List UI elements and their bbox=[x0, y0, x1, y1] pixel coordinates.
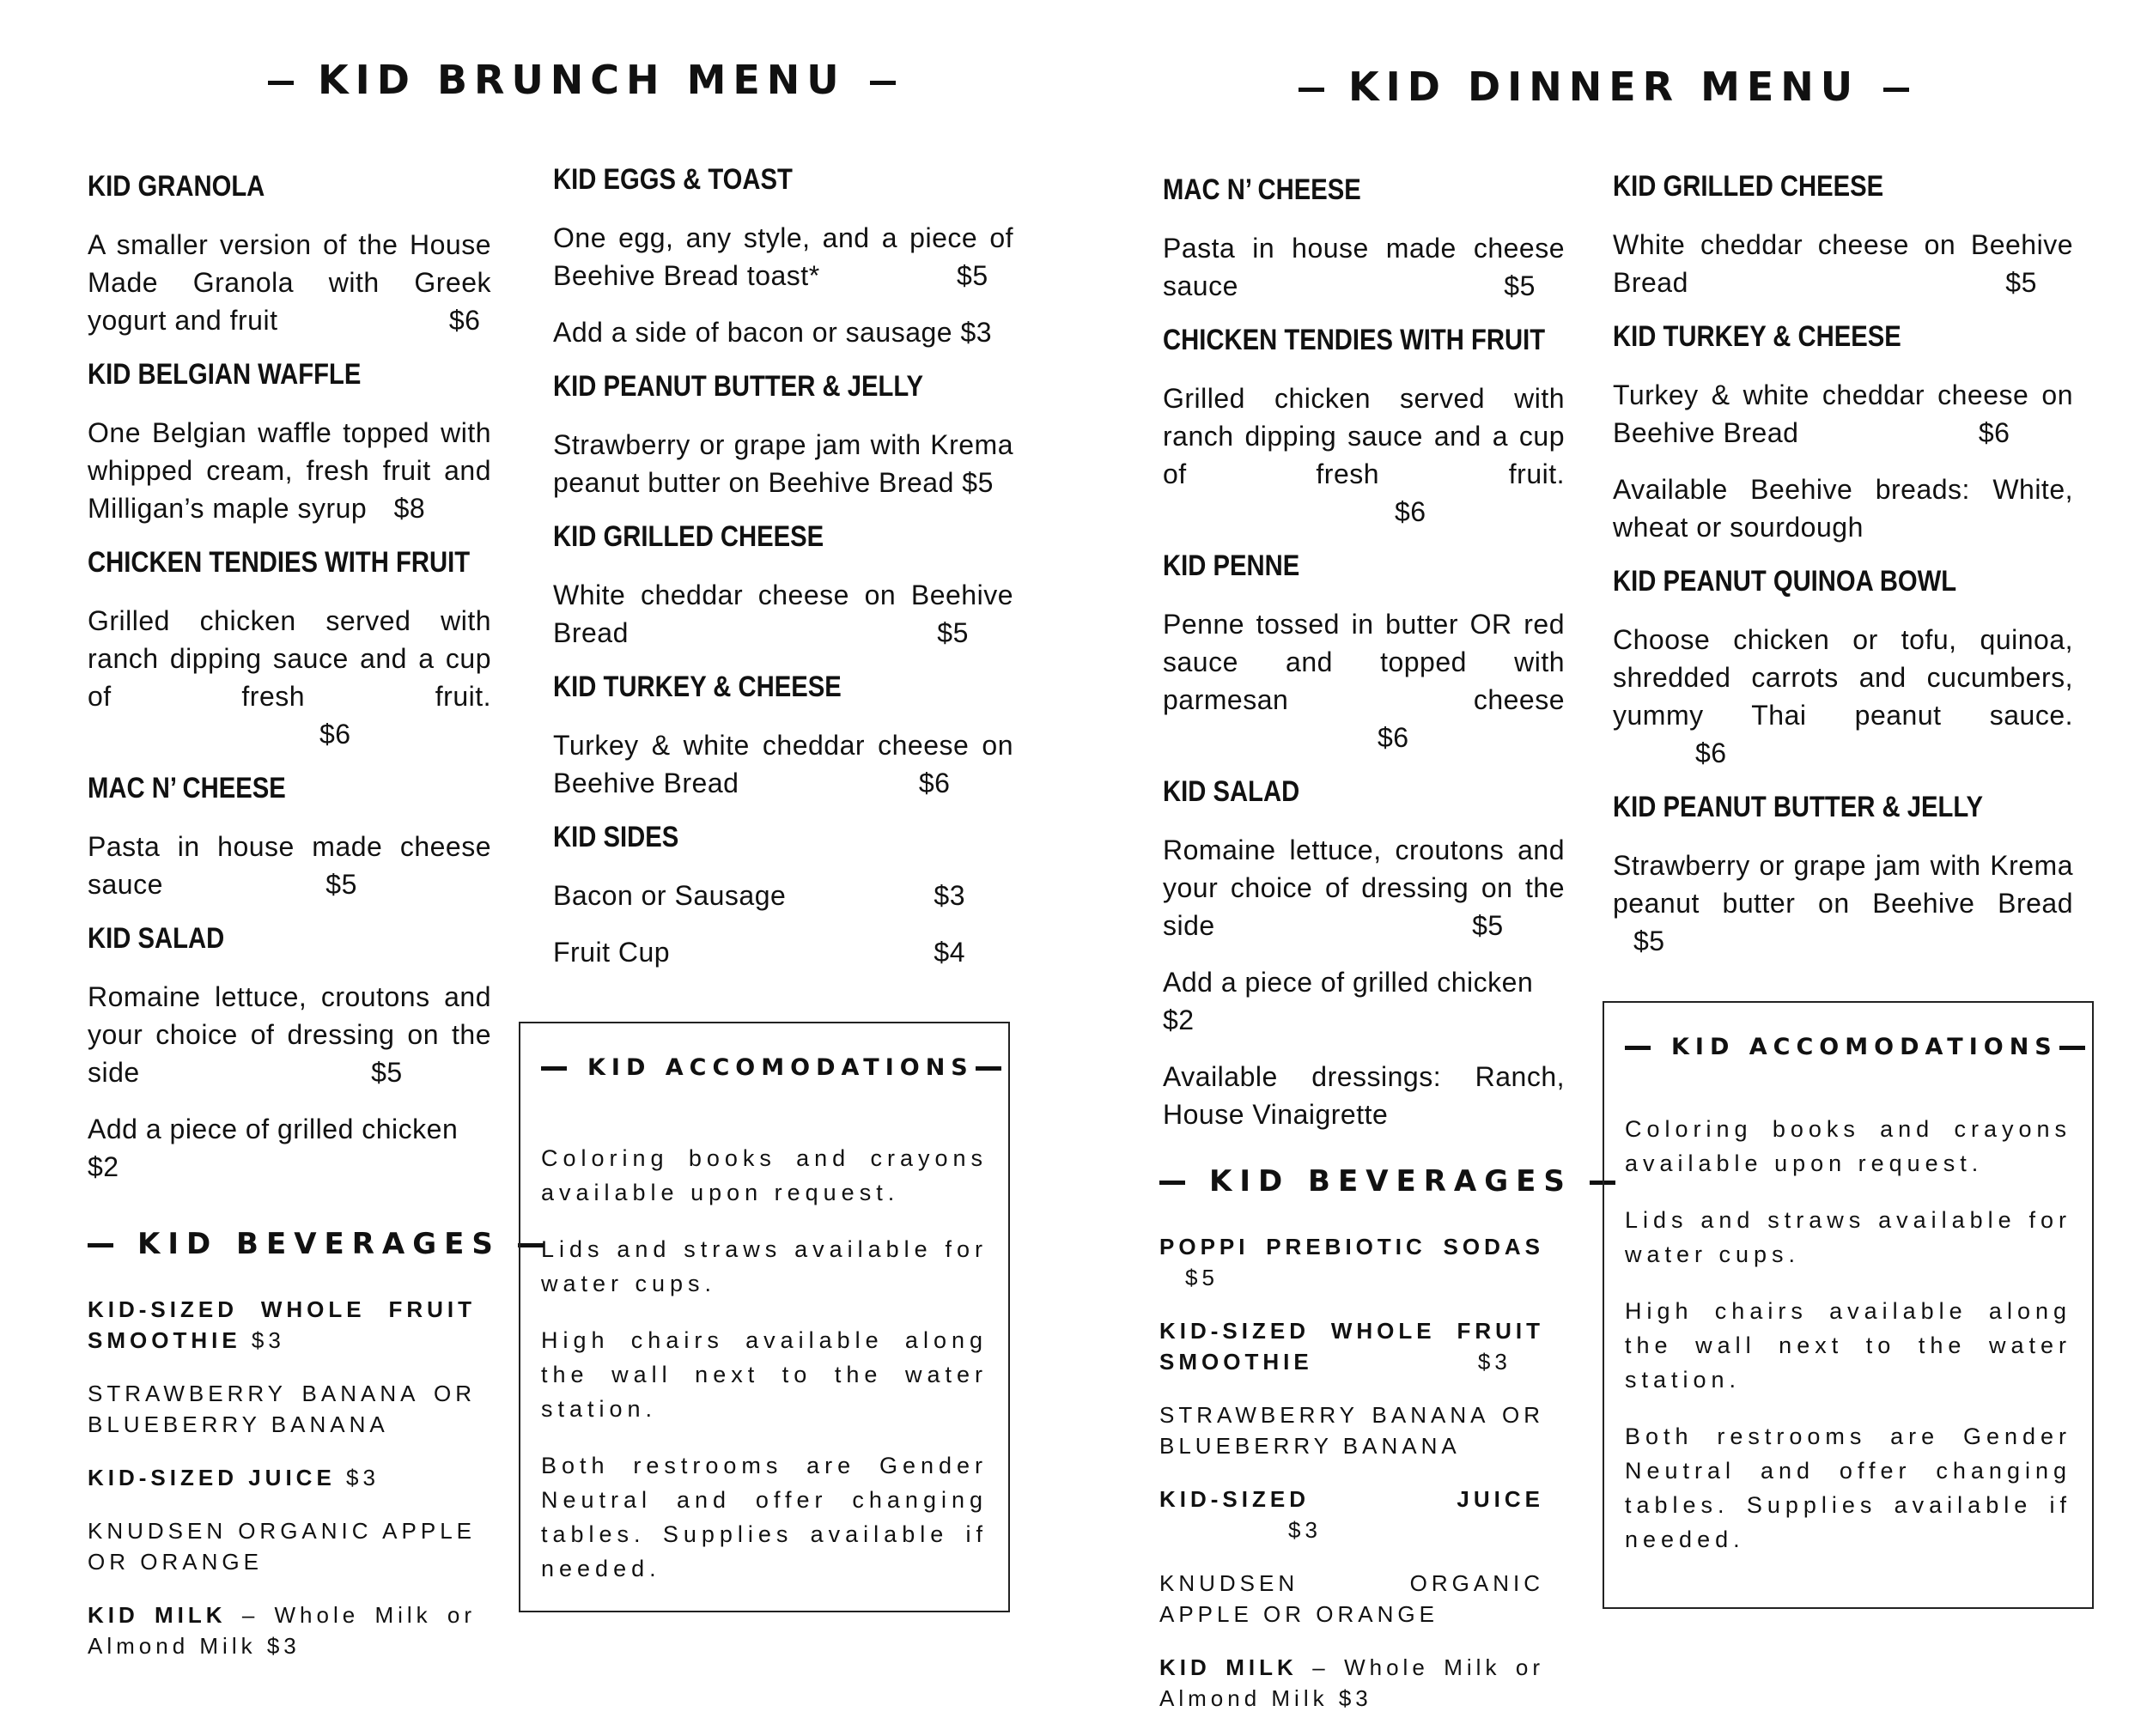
item-description: White cheddar cheese on Beehive Bread $5 bbox=[553, 576, 1013, 652]
beverage-item: KID MILK – Whole Milk or Almond Milk $3 bbox=[1159, 1654, 1544, 1711]
side-item: Bacon or Sausage $3 bbox=[553, 877, 965, 914]
item-name: KID GRANOLA bbox=[88, 170, 265, 203]
item-description: Grilled chicken served with ranch dipping sauce and a cup of fresh fruit. $6 bbox=[88, 602, 491, 753]
item-price: $5 bbox=[1472, 910, 1504, 941]
title-dash bbox=[541, 1066, 567, 1071]
menu-item bbox=[553, 370, 1013, 501]
item-name: KID PENNE bbox=[1163, 549, 1300, 582]
title-dash bbox=[268, 81, 294, 85]
accommodations-title: KID ACCOMODATIONS bbox=[1625, 1034, 2071, 1060]
beverage-item: KID-SIZED WHOLE FRUIT SMOOTHIE $3 bbox=[1159, 1318, 1544, 1375]
item-description: One egg, any style, and a piece of Beehive Bread toast* $5 bbox=[553, 219, 1013, 294]
item-price: $6 bbox=[319, 719, 351, 750]
item-description: Penne tossed in butter OR red sauce and topped with parmesan cheese $6 bbox=[1163, 605, 1565, 756]
dinner-column-1 bbox=[1159, 173, 1572, 1736]
beverage-item: KID-SIZED WHOLE FRUIT SMOOTHIE $3 bbox=[88, 1296, 476, 1353]
beverage-item: KNUDSEN ORGANIC APPLE OR ORANGE bbox=[88, 1518, 476, 1575]
item-description: Romaine lettuce, croutons and your choice of dressing on the side $5 bbox=[1163, 831, 1565, 944]
title-dash bbox=[976, 1066, 1001, 1071]
item-name: KID BELGIAN WAFFLE bbox=[88, 358, 362, 391]
item-description: Pasta in house made cheese sauce $5 bbox=[88, 828, 491, 903]
item-description: Turkey & white cheddar cheese on Beehive Bread $6 bbox=[1613, 376, 2073, 452]
item-name: KID SIDES bbox=[553, 821, 679, 853]
item-price: $5 bbox=[937, 617, 969, 648]
dinner-beverages bbox=[1159, 1164, 1572, 1714]
menu-item bbox=[1163, 549, 1565, 756]
accommodation-line: Both restrooms are Gender Neutral and offer changing tables. Supplies available if needed. bbox=[1625, 1423, 2071, 1552]
title-dash bbox=[88, 1243, 113, 1247]
title-dash bbox=[1625, 1046, 1651, 1050]
item-price: $5 bbox=[1633, 926, 1665, 956]
title-dash bbox=[2059, 1046, 2085, 1050]
menu-item bbox=[1163, 775, 1565, 1133]
item-price: $4 bbox=[934, 937, 965, 968]
item-name: KID SALAD bbox=[88, 922, 225, 955]
accommodations-title: KID ACCOMODATIONS bbox=[541, 1054, 988, 1081]
accommodation-line: Coloring books and crayons available upon request. bbox=[541, 1145, 988, 1205]
menu-item bbox=[1613, 565, 2073, 772]
item-price: $5 bbox=[1504, 270, 1536, 301]
item-description: Choose chicken or tofu, quinoa, shredded carrots and cucumbers, yummy Thai peanut sauce. $6 bbox=[1613, 621, 2073, 772]
beverage-item: KNUDSEN ORGANIC APPLE OR ORANGE bbox=[1159, 1570, 1544, 1627]
accommodation-line: Coloring books and crayons available upon request. bbox=[1625, 1116, 2071, 1176]
item-name: KID SALAD bbox=[1163, 775, 1300, 808]
item-price: $6 bbox=[1395, 496, 1426, 527]
item-price: $6 bbox=[1378, 722, 1409, 753]
item-price: $5 bbox=[957, 260, 988, 291]
menu-item bbox=[1163, 324, 1565, 531]
item-description: Strawberry or grape jam with Krema peanut butter on Beehive Bread $5 bbox=[553, 426, 1013, 501]
accommodation-line: High chairs available along the wall next to the water station. bbox=[1625, 1298, 2071, 1393]
title-dash bbox=[1159, 1181, 1185, 1185]
item-price: $6 bbox=[1695, 737, 1727, 768]
item-price: $5 bbox=[325, 869, 357, 900]
menu-item bbox=[88, 922, 491, 1186]
item-extra: Add a side of bacon or sausage $3 bbox=[553, 317, 993, 348]
item-description: Romaine lettuce, croutons and your choice of dressing on the side $5 bbox=[88, 978, 491, 1091]
accommodation-line: High chairs available along the wall next to the water station. bbox=[541, 1327, 988, 1422]
brunch-beverages bbox=[88, 1227, 501, 1661]
side-item: Fruit Cup $4 bbox=[553, 933, 965, 971]
title-dash bbox=[1299, 88, 1324, 92]
beverage-item: KID-SIZED JUICE $3 bbox=[1159, 1486, 1544, 1543]
item-name: KID TURKEY & CHEESE bbox=[1613, 320, 1901, 353]
item-price: $5 bbox=[2005, 267, 2037, 298]
menu-item bbox=[553, 163, 1013, 351]
item-extra: Add a piece of grilled chicken $2 bbox=[1163, 967, 1534, 1035]
item-price: $5 bbox=[962, 467, 994, 498]
dinner-accommodations-box bbox=[1603, 1001, 2094, 1609]
title-dash bbox=[1883, 88, 1909, 92]
item-price: $6 bbox=[448, 305, 481, 336]
item-name: KID PEANUT QUINOA BOWL bbox=[1613, 565, 1957, 598]
menu-item bbox=[553, 671, 1013, 802]
beverage-item: KID-SIZED JUICE $3 bbox=[88, 1465, 380, 1490]
brunch-menu-title: KID BRUNCH MENU bbox=[268, 57, 896, 103]
menu-item bbox=[1163, 173, 1565, 305]
menu-item bbox=[1613, 320, 2073, 546]
item-name: KID GRILLED CHEESE bbox=[553, 520, 824, 553]
item-name: CHICKEN TENDIES WITH FRUIT bbox=[88, 546, 471, 579]
item-name: KID TURKEY & CHEESE bbox=[553, 671, 842, 703]
menu-item bbox=[88, 546, 491, 753]
item-description: Turkey & white cheddar cheese on Beehive Bread $6 bbox=[553, 726, 1013, 802]
item-description: Strawberry or grape jam with Krema peanut butter on Beehive Bread $5 bbox=[1613, 847, 2073, 960]
accommodation-line: Lids and straws available for water cups. bbox=[541, 1236, 988, 1296]
item-name: KID EGGS & TOAST bbox=[553, 163, 793, 196]
brunch-accommodations-box bbox=[519, 1022, 1010, 1612]
brunch-column-1 bbox=[88, 170, 501, 1684]
beverage-item: KID MILK – Whole Milk or Almond Milk $3 bbox=[88, 1602, 477, 1659]
item-description: Grilled chicken served with ranch dipping sauce and a cup of fresh fruit. $6 bbox=[1163, 379, 1565, 531]
item-extra: Available dressings: Ranch, House Vinaigrette bbox=[1163, 1061, 1565, 1130]
item-price: $5 bbox=[371, 1057, 403, 1088]
item-name: MAC N’ CHEESE bbox=[88, 772, 286, 804]
accommodation-line: Lids and straws available for water cups. bbox=[1625, 1207, 2071, 1267]
menu-item bbox=[1613, 791, 2073, 960]
menu-item bbox=[88, 772, 491, 903]
item-description: One Belgian waffle topped with whipped cream, fresh fruit and Milligan’s maple syrup $8 bbox=[88, 414, 491, 527]
item-extra: Add a piece of grilled chicken $2 bbox=[88, 1114, 459, 1182]
item-name: MAC N’ CHEESE bbox=[1163, 173, 1361, 206]
item-description: A smaller version of the House Made Granola with Greek yogurt and fruit $6 bbox=[88, 226, 491, 339]
title-dash bbox=[870, 81, 896, 85]
menu-item bbox=[553, 821, 1013, 971]
item-price: $6 bbox=[1978, 417, 2010, 448]
menu-item bbox=[1613, 170, 2073, 301]
menu-item bbox=[88, 358, 491, 527]
menu-item bbox=[553, 520, 1013, 652]
dinner-column-2 bbox=[1613, 170, 2073, 979]
item-description: White cheddar cheese on Beehive Bread $5 bbox=[1613, 226, 2073, 301]
beverage-item: STRAWBERRY BANANA OR BLUEBERRY BANANA bbox=[88, 1381, 476, 1437]
item-extra: Available Beehive breads: White, wheat or sourdough bbox=[1613, 474, 2073, 543]
beverages-title: KID BEVERAGES bbox=[88, 1227, 476, 1261]
brunch-column-2 bbox=[553, 163, 1013, 990]
beverage-item: STRAWBERRY BANANA OR BLUEBERRY BANANA bbox=[1159, 1402, 1544, 1459]
item-price: $6 bbox=[918, 768, 951, 798]
beverage-item: POPPI PREBIOTIC SODAS $5 bbox=[1159, 1234, 1544, 1290]
item-name: KID PEANUT BUTTER & JELLY bbox=[553, 370, 924, 403]
item-description: Pasta in house made cheese sauce $5 bbox=[1163, 229, 1565, 305]
item-name: KID PEANUT BUTTER & JELLY bbox=[1613, 791, 1984, 823]
item-name: KID GRILLED CHEESE bbox=[1613, 170, 1884, 203]
item-name: CHICKEN TENDIES WITH FRUIT bbox=[1163, 324, 1546, 356]
accommodation-line: Both restrooms are Gender Neutral and offer changing tables. Supplies available if needed. bbox=[541, 1453, 988, 1581]
item-price: $8 bbox=[393, 493, 426, 524]
menu-item bbox=[88, 170, 491, 339]
dinner-menu-title: KID DINNER MENU bbox=[1299, 64, 1909, 110]
beverages-title: KID BEVERAGES bbox=[1159, 1164, 1544, 1199]
item-price: $3 bbox=[934, 880, 965, 911]
